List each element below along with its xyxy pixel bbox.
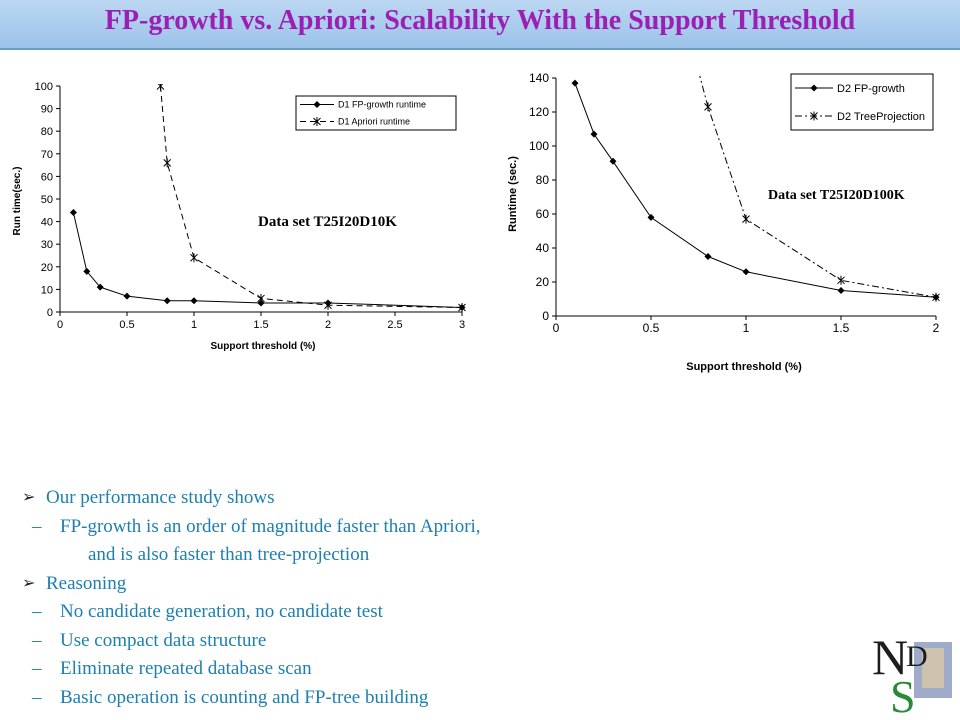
data-point	[610, 158, 617, 165]
x-tick-label: 1	[742, 321, 750, 335]
data-point	[191, 253, 198, 262]
x-tick-label: 0.5	[119, 319, 135, 331]
y-axis-label: Runtime (sec.)	[507, 156, 519, 232]
data-point	[705, 253, 712, 260]
data-point	[124, 293, 131, 300]
x-tick-label: 2	[932, 321, 940, 335]
legend-label: D2 TreeProjection	[837, 110, 926, 123]
sub-bullet: – Eliminate repeated database scan	[32, 658, 312, 679]
legend-label: D1 FP-growth runtime	[338, 99, 427, 110]
legend-label: D2 FP-growth	[837, 82, 905, 95]
y-tick-label: 120	[528, 105, 549, 119]
sub-bullet-continuation: and is also faster than tree-projection	[88, 544, 370, 565]
y-tick-label: 40	[535, 241, 549, 255]
data-point	[648, 214, 655, 221]
sub-bullet-text: Use compact data structure	[60, 629, 267, 651]
data-point	[838, 287, 845, 294]
sub-bullet-text: Basic operation is counting and FP-tree building	[60, 686, 429, 708]
y-tick-label: 10	[40, 284, 53, 297]
bullet-performance	[22, 484, 481, 513]
nds-logo	[866, 628, 956, 716]
data-point	[743, 268, 750, 275]
x-tick-label: 0	[56, 319, 64, 331]
y-tick-label: 80	[40, 126, 53, 139]
chart-d1	[0, 60, 480, 420]
legend	[791, 74, 933, 130]
data-point	[743, 215, 750, 224]
x-tick-label: 2.5	[387, 319, 403, 331]
logo-letter-d: D	[906, 640, 928, 673]
y-axis-label: Run time(sec.)	[12, 166, 23, 236]
x-tick-label: 0.5	[642, 321, 660, 335]
y-tick-label: 20	[40, 261, 53, 274]
y-tick-label: 0	[46, 307, 53, 319]
x-tick-label: 1.5	[832, 321, 850, 335]
y-tick-label: 90	[40, 103, 53, 116]
sub-bullet: – Basic operation is counting and FP-tree building	[32, 686, 429, 708]
y-tick-label: 0	[542, 309, 549, 323]
data-point	[191, 297, 198, 304]
sub-bullet-text: No candidate generation, no candidate test	[60, 601, 383, 622]
slide-title: FP-growth vs. Apriori: Scalability With the Support Threshold	[104, 5, 856, 36]
y-tick-label: 140	[528, 71, 549, 85]
x-tick-label: 1	[190, 319, 198, 331]
sub-bullet-text: Eliminate repeated database scan	[60, 658, 312, 679]
sub-bullet: – FP-growth is an order of magnitude faster than Apriori,	[32, 515, 481, 537]
x-axis-label: Support threshold (%)	[686, 361, 802, 373]
logo-letter-s: S	[890, 671, 916, 716]
x-axis-label: Support threshold (%)	[210, 341, 316, 352]
bullet-reasoning	[22, 570, 481, 599]
data-point	[572, 80, 579, 87]
sub-bullet: – Use compact data structure	[32, 629, 267, 651]
y-tick-label: 20	[535, 275, 549, 289]
arrow-bullet-icon: ➢	[22, 489, 36, 506]
dataset-annotation: Data set T25I20D100K	[768, 188, 905, 203]
data-point	[591, 131, 598, 138]
y-tick-label: 60	[40, 171, 53, 184]
dataset-annotation: Data set T25I20D10K	[258, 214, 397, 230]
x-tick-label: 0	[552, 321, 560, 335]
bullet-text: Our performance study shows	[46, 487, 275, 508]
data-point	[705, 102, 712, 111]
arrow-bullet-icon: ➢	[22, 574, 36, 592]
data-point	[70, 209, 77, 216]
y-tick-label: 50	[40, 194, 53, 206]
y-tick-label: 80	[535, 173, 549, 187]
chart-d2	[480, 60, 960, 390]
legend	[296, 96, 456, 130]
y-tick-label: 70	[40, 148, 53, 161]
y-tick-label: 100	[528, 139, 549, 153]
y-tick-label: 60	[535, 207, 549, 221]
data-point	[157, 82, 164, 91]
legend-label: D1 Apriori runtime	[338, 116, 411, 127]
sub-bullet-text: FP-growth is an order of magnitude faster than Apriori,	[60, 515, 481, 537]
logo-letter-n: N	[872, 629, 909, 685]
x-tick-label: 3	[458, 319, 466, 331]
y-tick-label: 30	[40, 239, 53, 252]
x-tick-label: 1.5	[253, 319, 269, 331]
y-tick-label: 40	[40, 216, 53, 229]
sub-bullet: – No candidate generation, no candidate test	[32, 601, 383, 622]
data-point	[164, 158, 171, 167]
bullet-list	[22, 484, 481, 712]
y-tick-label: 100	[34, 81, 53, 93]
bullet-text: Reasoning	[46, 572, 127, 594]
x-tick-label: 2	[324, 319, 332, 331]
data-point	[258, 294, 265, 303]
data-point	[164, 297, 171, 304]
